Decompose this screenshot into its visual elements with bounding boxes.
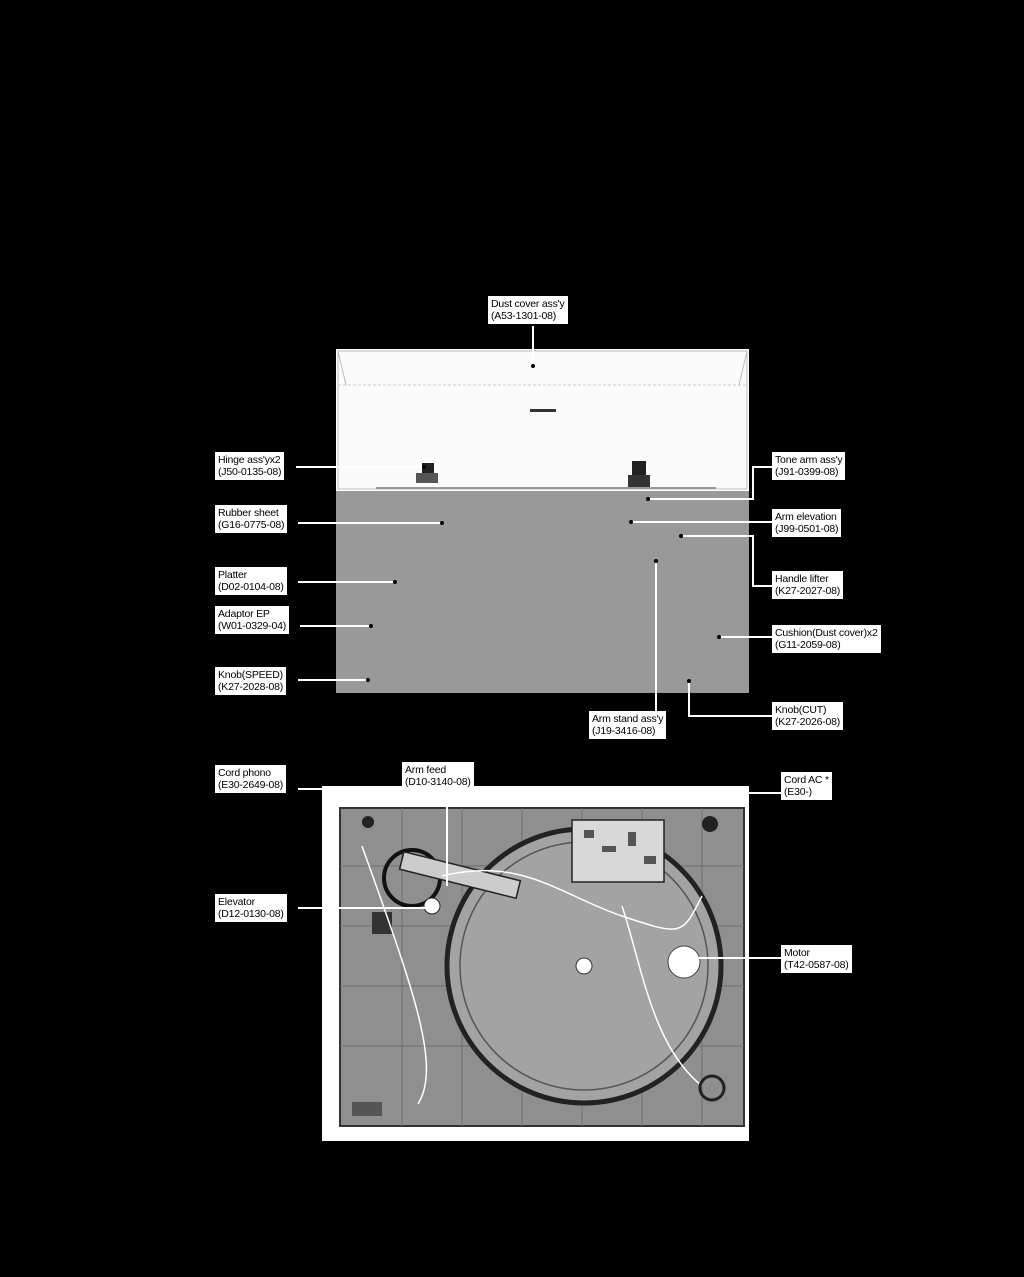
elevator-name: Elevator bbox=[218, 896, 255, 908]
leader-arm-feed bbox=[446, 788, 448, 886]
leader-rubber-sheet bbox=[298, 522, 442, 524]
callout-arm-elevation bbox=[772, 509, 841, 537]
callout-dust-cover bbox=[488, 296, 568, 324]
callout-platter bbox=[215, 567, 287, 595]
callout-knob-speed bbox=[215, 667, 286, 695]
arm-stand-name: Arm stand ass'y bbox=[592, 713, 664, 725]
knob-cut-code: (K27-2026-08) bbox=[775, 716, 841, 728]
callout-tone-arm bbox=[772, 452, 845, 480]
platter-code: (D02-0104-08) bbox=[218, 581, 284, 593]
tone-arm-code: (J91-0399-08) bbox=[775, 466, 839, 478]
adaptor-ep-code: (W01-0329-04) bbox=[218, 620, 287, 632]
handle-lifter-code: (K27-2027-08) bbox=[775, 585, 841, 597]
leader-hinge bbox=[296, 466, 424, 468]
dust-cover-code: (A53-1301-08) bbox=[491, 310, 557, 322]
hinge-name: Hinge ass'yx2 bbox=[218, 454, 281, 466]
turntable-underside-view bbox=[322, 786, 749, 1141]
knob-speed-point bbox=[366, 678, 370, 682]
cord-phono-name: Cord phono bbox=[218, 767, 271, 779]
tone-arm-point bbox=[646, 497, 650, 501]
leader-handle-lifter-h1 bbox=[682, 535, 754, 537]
leader-handle-lifter-h2 bbox=[752, 585, 774, 587]
leader-elevator bbox=[298, 907, 430, 909]
motor-name: Motor bbox=[784, 947, 810, 959]
leader-knob-speed bbox=[298, 679, 368, 681]
hinge-point bbox=[422, 465, 426, 469]
adaptor-ep-name: Adaptor EP bbox=[218, 608, 270, 620]
callout-motor bbox=[781, 945, 852, 973]
callout-cord-phono bbox=[215, 765, 286, 793]
handle-lifter-name: Handle lifter bbox=[775, 573, 829, 585]
chassis-drawing bbox=[322, 786, 749, 1141]
arm-elevation-point bbox=[629, 520, 633, 524]
knob-speed-code: (K27-2028-08) bbox=[218, 681, 284, 693]
callout-arm-feed bbox=[402, 762, 474, 790]
rubber-sheet-name: Rubber sheet bbox=[218, 507, 279, 519]
leader-tone-arm-v bbox=[752, 466, 754, 500]
callout-arm-stand bbox=[589, 711, 666, 739]
leader-arm-elevation bbox=[632, 521, 774, 523]
callout-elevator bbox=[215, 894, 287, 922]
arm-feed-name: Arm feed bbox=[405, 764, 446, 776]
knob-cut-point bbox=[687, 679, 691, 683]
arm-stand-code: (J19-3416-08) bbox=[592, 725, 656, 737]
leader-handle-lifter-v bbox=[752, 535, 754, 587]
leader-adaptor-ep bbox=[300, 625, 370, 627]
cord-ac-code: (E30-) bbox=[784, 786, 812, 798]
dust-cover-point bbox=[531, 364, 535, 368]
arm-stand-point bbox=[654, 559, 658, 563]
callout-cord-ac bbox=[781, 772, 832, 800]
leader-tone-arm-h1 bbox=[752, 466, 774, 468]
cushion-point bbox=[717, 635, 721, 639]
platter-name: Platter bbox=[218, 569, 247, 581]
knob-cut-name: Knob(CUT) bbox=[775, 704, 827, 716]
elevator-code: (D12-0130-08) bbox=[218, 908, 284, 920]
motor-code: (T42-0587-08) bbox=[784, 959, 849, 971]
cushion-name: Cushion(Dust cover)x2 bbox=[775, 627, 878, 639]
handle-lifter-point bbox=[679, 534, 683, 538]
callout-cushion bbox=[772, 625, 881, 653]
rubber-sheet-point bbox=[440, 521, 444, 525]
callout-knob-cut bbox=[772, 702, 843, 730]
callout-hinge bbox=[215, 452, 284, 480]
cushion-code: (G11-2059-08) bbox=[775, 639, 841, 651]
leader-cord-phono bbox=[298, 788, 368, 790]
leader-arm-stand bbox=[655, 562, 657, 720]
leader-motor bbox=[690, 957, 782, 959]
arm-elevation-name: Arm elevation bbox=[775, 511, 837, 523]
adaptor-ep-point bbox=[369, 624, 373, 628]
leader-knob-cut-h bbox=[688, 715, 774, 717]
leader-tone-arm-h2 bbox=[650, 498, 754, 500]
arm-feed-code: (D10-3140-08) bbox=[405, 776, 471, 788]
leader-platter bbox=[298, 581, 394, 583]
callout-adaptor-ep bbox=[215, 606, 289, 634]
hinge-code: (J50-0135-08) bbox=[218, 466, 282, 478]
leader-dust-cover bbox=[532, 326, 534, 366]
leader-cord-ac bbox=[704, 792, 782, 794]
arm-elevation-code: (J99-0501-08) bbox=[775, 523, 839, 535]
cord-phono-code: (E30-2649-08) bbox=[218, 779, 284, 791]
tone-arm-name: Tone arm ass'y bbox=[775, 454, 843, 466]
dust-cover-name: Dust cover ass'y bbox=[491, 298, 565, 310]
leader-cushion bbox=[720, 636, 774, 638]
knob-speed-name: Knob(SPEED) bbox=[218, 669, 283, 681]
cord-ac-name: Cord AC * bbox=[784, 774, 829, 786]
callout-handle-lifter bbox=[772, 571, 843, 599]
callout-rubber-sheet bbox=[215, 505, 287, 533]
rubber-sheet-code: (G16-0775-08) bbox=[218, 519, 285, 531]
leader-knob-cut-v bbox=[688, 681, 690, 717]
platter-point bbox=[393, 580, 397, 584]
